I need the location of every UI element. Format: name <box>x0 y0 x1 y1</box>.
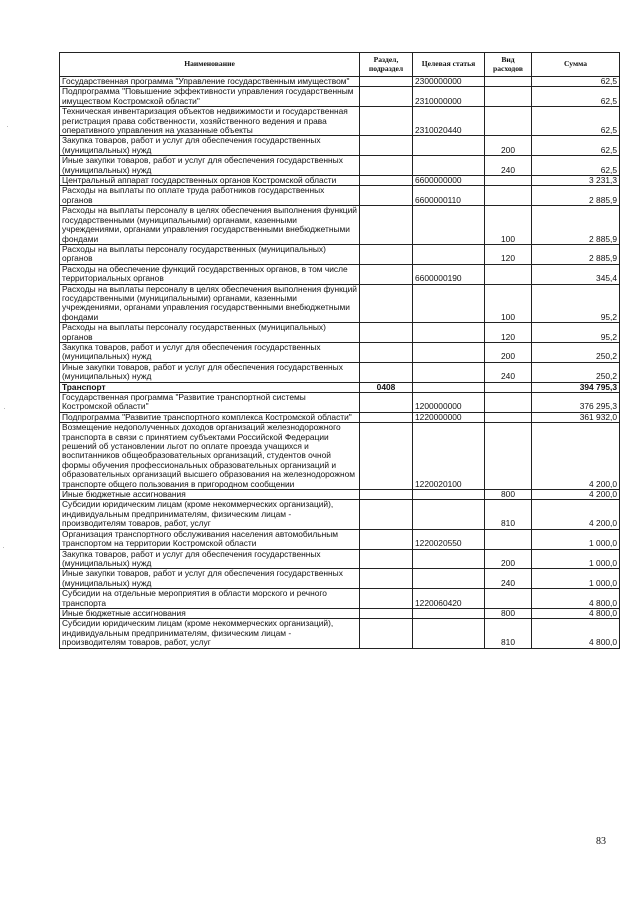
table-row <box>60 412 620 422</box>
row-kind: 200 <box>485 342 532 362</box>
row-sum: 250,2 <box>532 362 620 382</box>
row-kind: 100 <box>485 206 532 245</box>
row-target: 1220000000 <box>413 412 485 422</box>
row-target: 6600000110 <box>413 186 485 206</box>
row-kind: 200 <box>485 549 532 569</box>
table-row <box>60 176 620 186</box>
row-name: Расходы на выплаты персоналу в целях обеспечения выполнения функций государственными (муниципальными) органами, казенными учреждениями, органами управления государственными внебюджетными фондами <box>60 206 360 245</box>
row-section <box>360 264 413 284</box>
header-kind: Вид расходов <box>485 53 532 77</box>
row-name: Закупка товаров, работ и услуг для обеспечения государственных (муниципальных) нужд <box>60 549 360 569</box>
table-row <box>60 87 620 107</box>
table-row <box>60 362 620 382</box>
row-kind <box>485 529 532 549</box>
row-sum: 62,5 <box>532 136 620 156</box>
row-target <box>413 284 485 323</box>
row-name: Расходы на выплаты по оплате труда работников государственных органов <box>60 186 360 206</box>
table-row <box>60 342 620 362</box>
row-sum: 394 795,3 <box>532 382 620 392</box>
table-row <box>60 619 620 648</box>
table-row <box>60 186 620 206</box>
table-row <box>60 393 620 413</box>
row-sum: 345,4 <box>532 264 620 284</box>
row-name: Иные закупки товаров, работ и услуг для обеспечения государственных (муниципальных) нужд <box>60 156 360 176</box>
row-kind <box>485 264 532 284</box>
table-body <box>60 77 620 649</box>
row-target <box>413 608 485 618</box>
row-section <box>360 412 413 422</box>
row-section <box>360 87 413 107</box>
row-section <box>360 423 413 490</box>
row-name: Подпрограмма "Повышение эффективности управления государственным имуществом Костромской области" <box>60 87 360 107</box>
table-row <box>60 323 620 343</box>
row-sum: 4 800,0 <box>532 608 620 618</box>
row-sum: 250,2 <box>532 342 620 362</box>
row-section <box>360 77 413 87</box>
row-kind: 200 <box>485 136 532 156</box>
table-row <box>60 589 620 609</box>
row-sum: 62,5 <box>532 156 620 176</box>
row-name: Закупка товаров, работ и услуг для обеспечения государственных (муниципальных) нужд <box>60 136 360 156</box>
row-sum: 2 885,9 <box>532 206 620 245</box>
row-kind <box>485 393 532 413</box>
table-row <box>60 490 620 500</box>
row-name: Расходы на обеспечение функций государственных органов, в том числе территориальных органов <box>60 264 360 284</box>
row-kind <box>485 176 532 186</box>
row-kind: 120 <box>485 244 532 264</box>
row-section <box>360 136 413 156</box>
row-kind <box>485 412 532 422</box>
scan-speck <box>4 408 5 409</box>
row-sum: 361 932,0 <box>532 412 620 422</box>
row-target <box>413 362 485 382</box>
row-name: Транспорт <box>60 382 360 392</box>
row-name: Государственная программа "Развитие транспортной системы Костромской области" <box>60 393 360 413</box>
row-sum: 4 800,0 <box>532 619 620 648</box>
row-target: 1220020100 <box>413 423 485 490</box>
row-section <box>360 589 413 609</box>
row-section <box>360 186 413 206</box>
row-kind: 240 <box>485 156 532 176</box>
row-name: Техническая инвентаризация объектов недвижимости и государственная регистрация права собственности, хозяйственного ведения и права оперативного управления на указанные объекты <box>60 107 360 136</box>
row-name: Иные бюджетные ассигнования <box>60 608 360 618</box>
row-target <box>413 342 485 362</box>
row-kind <box>485 382 532 392</box>
row-sum: 95,2 <box>532 284 620 323</box>
table-row <box>60 423 620 490</box>
table-row <box>60 107 620 136</box>
row-sum: 4 200,0 <box>532 500 620 529</box>
row-kind <box>485 589 532 609</box>
budget-table <box>59 52 620 649</box>
row-kind: 100 <box>485 284 532 323</box>
header-section: Раздел, подраздел <box>360 53 413 77</box>
row-target: 6600000000 <box>413 176 485 186</box>
row-section <box>360 500 413 529</box>
row-kind: 810 <box>485 619 532 648</box>
row-name: Иные бюджетные ассигнования <box>60 490 360 500</box>
row-target <box>413 244 485 264</box>
header-name: Наименование <box>60 53 360 77</box>
row-kind: 800 <box>485 608 532 618</box>
row-section <box>360 569 413 589</box>
row-section <box>360 619 413 648</box>
row-name: Организация транспортного обслуживания населения автомобильным транспортом на территории Костромской области <box>60 529 360 549</box>
table-row <box>60 569 620 589</box>
row-target <box>413 549 485 569</box>
row-name: Расходы на выплаты персоналу государственных (муниципальных) органов <box>60 323 360 343</box>
page-number: 83 <box>596 836 606 847</box>
row-section <box>360 284 413 323</box>
row-target <box>413 136 485 156</box>
row-name: Иные закупки товаров, работ и услуг для обеспечения государственных (муниципальных) нужд <box>60 569 360 589</box>
row-name: Иные закупки товаров, работ и услуг для обеспечения государственных (муниципальных) нужд <box>60 362 360 382</box>
table-row <box>60 264 620 284</box>
row-section <box>360 323 413 343</box>
row-section <box>360 342 413 362</box>
row-sum: 4 200,0 <box>532 423 620 490</box>
row-sum: 2 885,9 <box>532 186 620 206</box>
table-row <box>60 608 620 618</box>
row-sum: 2 885,9 <box>532 244 620 264</box>
row-sum: 1 000,0 <box>532 549 620 569</box>
row-name: Возмещение недополученных доходов организаций железнодорожного транспорта в связи с принятием субъектами Российской Федерации решений об установлении льгот по оплате проезда учащихся и воспитанников общеобразовательных организаций, студентов очной формы обучения профессиональных образовательных организаций и образовательных организаций высшего образования на железнодорожном транспорте общего пользования в пригородном сообщении <box>60 423 360 490</box>
row-section <box>360 362 413 382</box>
row-section <box>360 608 413 618</box>
row-target <box>413 569 485 589</box>
row-name: Субсидии юридическим лицам (кроме некоммерческих организаций), индивидуальным предпринимателям, физическим лицам - производителям товаров, работ, услуг <box>60 500 360 529</box>
row-sum: 1 000,0 <box>532 529 620 549</box>
table-row <box>60 206 620 245</box>
row-section <box>360 107 413 136</box>
header-target: Целевая статья <box>413 53 485 77</box>
row-sum: 3 231,3 <box>532 176 620 186</box>
scan-speck <box>3 547 4 548</box>
row-target: 1200000000 <box>413 393 485 413</box>
row-target <box>413 156 485 176</box>
row-section <box>360 490 413 500</box>
row-target: 2300000000 <box>413 77 485 87</box>
table-row <box>60 156 620 176</box>
row-target <box>413 206 485 245</box>
row-kind <box>485 186 532 206</box>
table-row <box>60 549 620 569</box>
row-name: Расходы на выплаты персоналу в целях обеспечения выполнения функций государственными (муниципальными) органами, казенными учреждениями, органами управления государственными внебюджетными фондами <box>60 284 360 323</box>
row-target <box>413 490 485 500</box>
row-target <box>413 500 485 529</box>
row-kind <box>485 87 532 107</box>
row-kind <box>485 423 532 490</box>
budget-page <box>59 52 619 649</box>
row-kind: 800 <box>485 490 532 500</box>
table-header-row <box>60 53 620 77</box>
row-name: Субсидии юридическим лицам (кроме некоммерческих организаций), индивидуальным предпринимателям, физическим лицам - производителям товаров, работ, услуг <box>60 619 360 648</box>
row-section <box>360 206 413 245</box>
row-target: 1220020550 <box>413 529 485 549</box>
table-row <box>60 529 620 549</box>
row-kind <box>485 107 532 136</box>
row-section <box>360 549 413 569</box>
row-sum: 4 200,0 <box>532 490 620 500</box>
row-name: Закупка товаров, работ и услуг для обеспечения государственных (муниципальных) нужд <box>60 342 360 362</box>
row-target: 1220060420 <box>413 589 485 609</box>
row-target: 2310020440 <box>413 107 485 136</box>
row-sum: 62,5 <box>532 87 620 107</box>
row-target <box>413 619 485 648</box>
row-sum: 376 295,3 <box>532 393 620 413</box>
row-name: Подпрограмма "Развитие транспортного комплекса Костромской области" <box>60 412 360 422</box>
row-section <box>360 529 413 549</box>
row-sum: 95,2 <box>532 323 620 343</box>
row-kind: 240 <box>485 362 532 382</box>
row-target <box>413 382 485 392</box>
row-target <box>413 323 485 343</box>
table-row <box>60 136 620 156</box>
row-kind <box>485 77 532 87</box>
table-row <box>60 244 620 264</box>
row-name: Государственная программа "Управление государственным имуществом" <box>60 77 360 87</box>
row-target: 6600000190 <box>413 264 485 284</box>
row-sum: 1 000,0 <box>532 569 620 589</box>
row-name: Центральный аппарат государственных органов Костромской области <box>60 176 360 186</box>
row-name: Расходы на выплаты персоналу государственных (муниципальных) органов <box>60 244 360 264</box>
row-kind: 120 <box>485 323 532 343</box>
row-sum: 62,5 <box>532 107 620 136</box>
row-section <box>360 393 413 413</box>
row-section <box>360 156 413 176</box>
row-sum: 62,5 <box>532 77 620 87</box>
table-row <box>60 500 620 529</box>
scan-speck <box>7 126 8 127</box>
table-row <box>60 284 620 323</box>
row-section: 0408 <box>360 382 413 392</box>
row-kind: 810 <box>485 500 532 529</box>
row-name: Субсидии на отдельные мероприятия в области морского и речного транспорта <box>60 589 360 609</box>
row-kind: 240 <box>485 569 532 589</box>
row-target: 2310000000 <box>413 87 485 107</box>
row-section <box>360 244 413 264</box>
table-row <box>60 382 620 392</box>
row-sum: 4 800,0 <box>532 589 620 609</box>
table-row <box>60 77 620 87</box>
header-sum: Сумма <box>532 53 620 77</box>
row-section <box>360 176 413 186</box>
